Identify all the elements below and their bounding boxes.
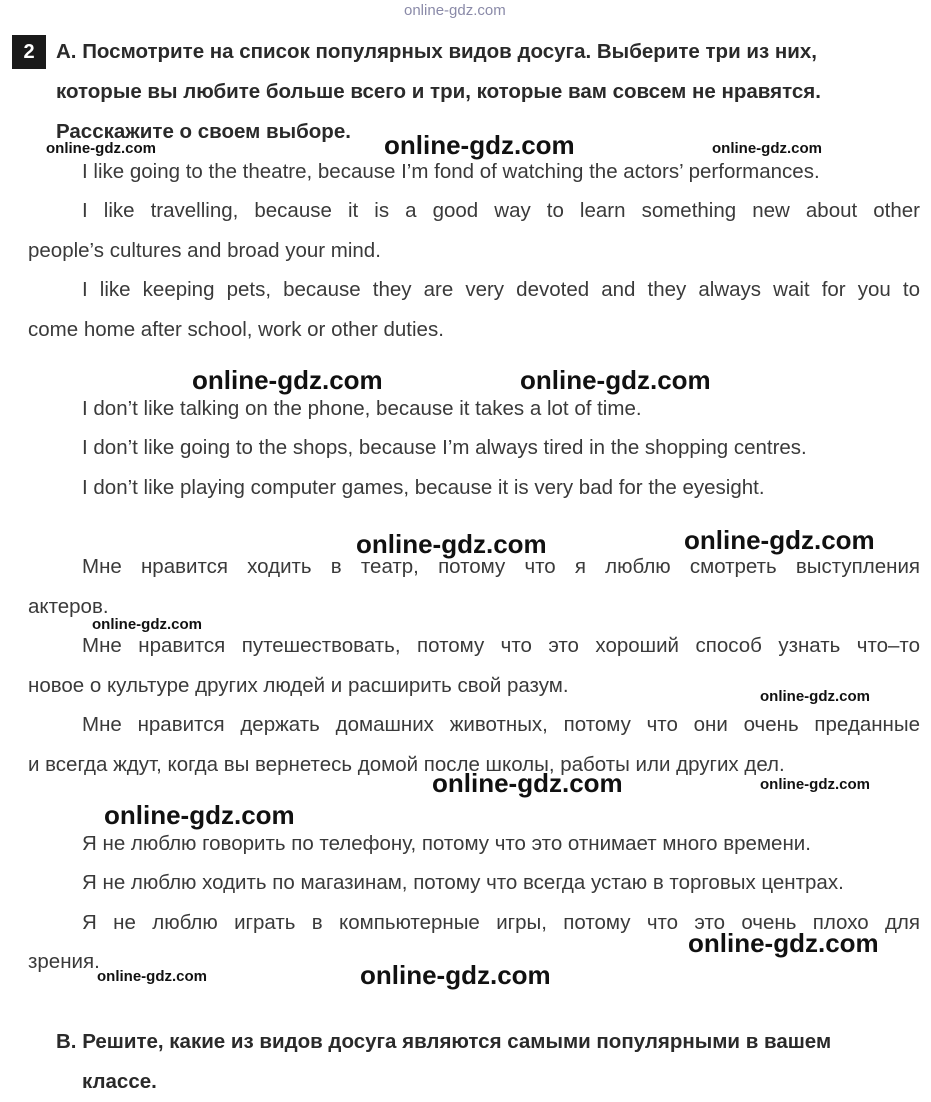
watermark-text: online-gdz.com	[760, 776, 870, 793]
en-like-travel-line1: I like travelling, because it is a good way to learn something new about other	[82, 199, 920, 222]
ru-dislike-shops: Я не люблю ходить по магазинам, потому что всегда устаю в торговых центрах.	[82, 871, 844, 894]
watermark-text: online-gdz.com	[688, 928, 879, 958]
watermark-text: online-gdz.com	[520, 365, 711, 395]
watermark-top: online-gdz.com	[404, 2, 506, 19]
watermark-text: online-gdz.com	[46, 140, 156, 157]
watermark-text: online-gdz.com	[384, 130, 575, 160]
task-number-badge: 2	[12, 35, 46, 69]
ru-like-theatre-line1: Мне нравится ходить в театр, потому что я люблю смотреть выступления	[82, 555, 920, 578]
en-like-pets-line2: come home after school, work or other duties.	[28, 318, 444, 341]
ru-like-travel-line1: Мне нравится путешествовать, потому что это хороший способ узнать что–то	[82, 634, 920, 657]
ru-dislike-phone: Я не люблю говорить по телефону, потому что это отнимает много времени.	[82, 832, 811, 855]
ru-like-pets-line2: и всегда ждут, когда вы вернетесь домой после школы, работы или других дел.	[28, 753, 785, 776]
watermark-text: online-gdz.com	[192, 365, 383, 395]
ru-dislike-games-line2: зрения.	[28, 950, 100, 973]
watermark-text: online-gdz.com	[356, 529, 547, 559]
watermark-text: online-gdz.com	[684, 525, 875, 555]
en-like-pets-line1: I like keeping pets, because they are very devoted and they always wait for you to	[82, 278, 920, 301]
watermark-text: online-gdz.com	[97, 968, 207, 985]
en-like-theatre: I like going to the theatre, because I’m fond of watching the actors’ performances.	[82, 160, 820, 183]
task-b-heading-line1: B. Решите, какие из видов досуга являются самыми популярными в вашем	[56, 1030, 832, 1053]
watermark-text: online-gdz.com	[712, 140, 822, 157]
en-dislike-games: I don’t like playing computer games, because it is very bad for the eyesight.	[82, 476, 765, 499]
watermark-text: online-gdz.com	[104, 800, 295, 830]
en-dislike-phone: I don’t like talking on the phone, because it takes a lot of time.	[82, 397, 642, 420]
task-a-heading-line1: A. Посмотрите на список популярных видов досуга. Выберите три из них,	[56, 40, 817, 63]
ru-like-pets-line1: Мне нравится держать домашних животных, потому что они очень преданные	[82, 713, 920, 736]
watermark-text: online-gdz.com	[432, 768, 623, 798]
ru-like-theatre-line2: актеров.	[28, 595, 109, 618]
en-like-travel-line2: people’s cultures and broad your mind.	[28, 239, 381, 262]
task-a-heading-line2: которые вы любите больше всего и три, которые вам совсем не нравятся.	[56, 80, 821, 103]
ru-dislike-games-line1: Я не люблю играть в компьютерные игры, потому что это очень плохо для	[82, 911, 920, 934]
watermark-text: online-gdz.com	[760, 688, 870, 705]
watermark-text: online-gdz.com	[92, 616, 202, 633]
task-b-heading-line2: классе.	[82, 1070, 157, 1093]
watermark-text: online-gdz.com	[360, 960, 551, 990]
en-dislike-shops: I don’t like going to the shops, because I’m always tired in the shopping centres.	[82, 436, 807, 459]
task-a-heading-line3: Расскажите о своем выборе.	[56, 120, 351, 143]
ru-like-travel-line2: новое о культуре других людей и расширить свой разум.	[28, 674, 569, 697]
